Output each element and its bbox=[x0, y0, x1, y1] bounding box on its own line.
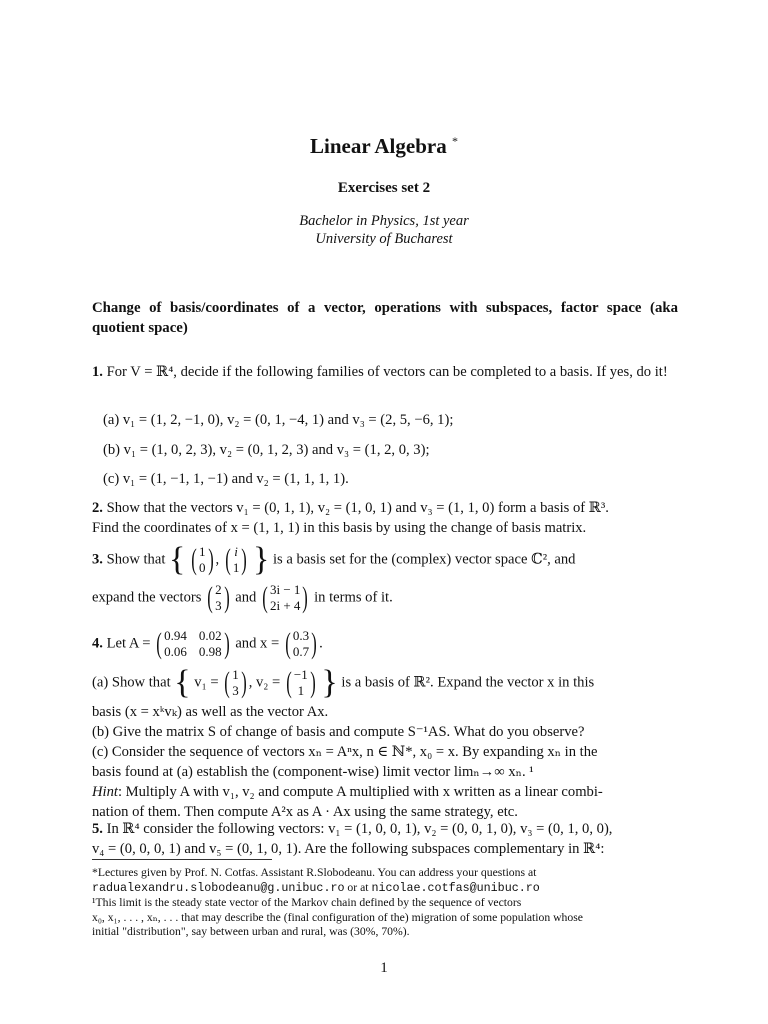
affiliation-line-1: Bachelor in Physics, 1st year bbox=[299, 213, 469, 229]
matrix-a: 0.94 0.02 0.06 0.98 bbox=[164, 628, 222, 659]
exercise-1-number: 1. bbox=[92, 364, 103, 380]
exercise-1-item-a: (a) v₁ = (1, 2, −1, 0), v₂ = (0, 1, −4, 1) and v₃ = (2, 5, −6, 1); bbox=[103, 412, 454, 428]
exercise-1 bbox=[92, 362, 678, 382]
right-brace: } bbox=[321, 664, 338, 701]
left-brace: { bbox=[174, 664, 191, 701]
footnote-1 bbox=[92, 896, 678, 940]
exercise-2-line-1: Show that the vectors v₁ = (0, 1, 1), v₂ = (1, 0, 1) and v₃ = (1, 1, 0) form a basis of ℝ³. bbox=[106, 500, 609, 516]
exercise-4-body bbox=[92, 702, 678, 822]
hint-line-2: nation of them. Then compute A²x as A · Ax using the same strategy, etc. bbox=[92, 804, 518, 820]
vector-x: 0.3 0.7 bbox=[292, 628, 310, 659]
left-paren: ( bbox=[207, 581, 213, 614]
page-number: 1 bbox=[380, 960, 388, 976]
exercise-3-show-that: Show that bbox=[106, 551, 166, 568]
footnote-1-line-2: x₀, x₁, . . . , xₙ, . . . that may describe the (final configuration of the) migration of some population whose bbox=[92, 910, 583, 924]
exercise-2-line-2: Find the coordinates of x = (1, 1, 1) in this basis by using the change of basis matrix. bbox=[92, 520, 587, 536]
left-paren: ( bbox=[156, 627, 162, 660]
title-text: Linear Algebra bbox=[310, 134, 447, 158]
exercise-4-part-a bbox=[92, 666, 678, 700]
left-paren: ( bbox=[191, 543, 197, 576]
right-paren: ) bbox=[223, 627, 230, 660]
left-paren: ( bbox=[225, 543, 231, 576]
left-paren: ( bbox=[262, 581, 268, 614]
exercise-4-line-1: 4. Let A = ( 0.94 0.02 0.06 0.98 ) and x = ( 0.3 0.7 ) . bbox=[92, 627, 323, 660]
hint-label: Hint bbox=[92, 784, 118, 800]
exercise-4-a-line-2: basis (x = xᵏvₖ) as well as the vector Ax. bbox=[92, 704, 329, 720]
exercise-5-line-2: v₄ = (0, 0, 0, 1) and v₅ = (0, 1, 0, 1). Are the following subspaces complementary in ℝ⁴: bbox=[92, 841, 605, 857]
footnote-1-line-3: initial "distribution", say between urban and rural, was (30%, 70%). bbox=[92, 925, 410, 938]
right-brace: } bbox=[252, 541, 270, 578]
email-link-1[interactable]: radualexandru.slobodeanu@g.unibuc.ro bbox=[92, 880, 345, 895]
exercise-3-expand-text: expand the vectors bbox=[92, 589, 202, 606]
right-paren: ) bbox=[241, 543, 248, 576]
exercise-4-let: Let A = bbox=[106, 635, 151, 652]
right-paren: ) bbox=[240, 666, 247, 699]
section-heading: Change of basis/coordinates of a vector, operations with subspaces, factor space (aka quotient space) bbox=[92, 300, 678, 336]
right-paren: ) bbox=[223, 581, 230, 614]
vector-v2: −1 1 bbox=[293, 667, 308, 698]
exercise-5-number: 5. bbox=[92, 821, 103, 837]
right-paren: ) bbox=[311, 627, 317, 660]
exercise-2-number: 2. bbox=[92, 500, 103, 516]
v2-label: , v₂ = bbox=[248, 674, 281, 691]
expand-vector-1: 2 3 bbox=[215, 582, 222, 613]
footnote-or-at: or at bbox=[344, 880, 372, 894]
exercise-4-part-b: (b) Give the matrix S of change of basis and compute S⁻¹AS. What do you observe? bbox=[92, 724, 585, 740]
left-paren: ( bbox=[286, 666, 292, 699]
exercise-4-part-c-line-2: basis found at (a) establish the (component-wise) limit vector limₙ→∞ xₙ. ¹ bbox=[92, 764, 534, 780]
exercise-4-and-x: and x = bbox=[235, 635, 280, 652]
exercise-4-a-show: (a) Show that bbox=[92, 674, 171, 691]
exercise-3-and: and bbox=[235, 589, 257, 606]
left-brace: { bbox=[169, 541, 186, 578]
vector-v1: 1 3 bbox=[232, 667, 239, 698]
exercise-3-basis-text: is a basis set for the (complex) vector space ℂ², and bbox=[272, 551, 576, 568]
footnote-1-line-1: ¹This limit is the steady state vector of the Markov chain defined by the sequence of vectors bbox=[92, 896, 522, 909]
right-paren: ) bbox=[207, 543, 214, 576]
document-subtitle: Exercises set 2 bbox=[337, 180, 431, 196]
footnote-rule bbox=[92, 859, 272, 860]
exercise-4-a-tail: is a basis of ℝ². Expand the vector x in this bbox=[341, 674, 595, 691]
right-paren: ) bbox=[310, 666, 316, 699]
v1-label: v₁ = bbox=[194, 674, 219, 691]
footnote-star-line-1: *Lectures given by Prof. N. Cotfas. Assistant R.Slobodeanu. You can address your questions at bbox=[92, 866, 537, 879]
exercise-1-intro: For V = ℝ⁴, decide if the following families of vectors can be completed to a basis. If yes, do it! bbox=[106, 364, 668, 380]
basis-vector-1: 1 0 bbox=[199, 544, 206, 575]
exercise-3-line-1: 3. Show that { ( 1 0 ) , ( i 1 ) } is a basis set for the (complex) vector space ℂ², and bbox=[92, 541, 576, 578]
right-paren: ) bbox=[302, 581, 309, 614]
exercise-1-item-b: (b) v₁ = (1, 0, 2, 3), v₂ = (0, 1, 2, 3) and v₃ = (1, 2, 0, 3); bbox=[103, 442, 430, 458]
exercise-5 bbox=[92, 819, 678, 859]
exercise-3-number: 3. bbox=[92, 551, 103, 568]
hint-line-1: : Multiply A with v₁, v₂ and compute A multiplied with x written as a linear combi- bbox=[117, 784, 603, 800]
exercise-4-number: 4. bbox=[92, 635, 103, 652]
email-link-2[interactable]: nicolae.cotfas@unibuc.ro bbox=[371, 880, 540, 895]
exercise-5-line-1: In ℝ⁴ consider the following vectors: v₁ = (1, 0, 0, 1), v₂ = (0, 0, 1, 0), v₃ = (0, 1, 0, 0), bbox=[106, 821, 613, 837]
exercise-1-item-c: (c) v₁ = (1, −1, 1, −1) and v₂ = (1, 1, 1, 1). bbox=[103, 471, 349, 487]
affiliation-line-2: University of Bucharest bbox=[315, 231, 453, 247]
left-paren: ( bbox=[285, 627, 291, 660]
footnote-star bbox=[92, 866, 678, 895]
exercise-3-line-2 bbox=[92, 582, 678, 614]
exercise-4-part-c-line-1: (c) Consider the sequence of vectors xₙ = Aⁿx, n ∈ ℕ*, x₀ = x. By expanding xₙ in the bbox=[92, 744, 598, 760]
title-footnote-mark: * bbox=[451, 134, 458, 148]
left-paren: ( bbox=[224, 666, 230, 699]
document-title bbox=[0, 134, 768, 159]
expand-vector-2: 3i − 1 2i + 4 bbox=[269, 582, 301, 613]
exercise-2 bbox=[92, 498, 678, 538]
exercise-3-terms-text: in terms of it. bbox=[314, 589, 393, 606]
basis-vector-2: i 1 bbox=[232, 544, 240, 575]
